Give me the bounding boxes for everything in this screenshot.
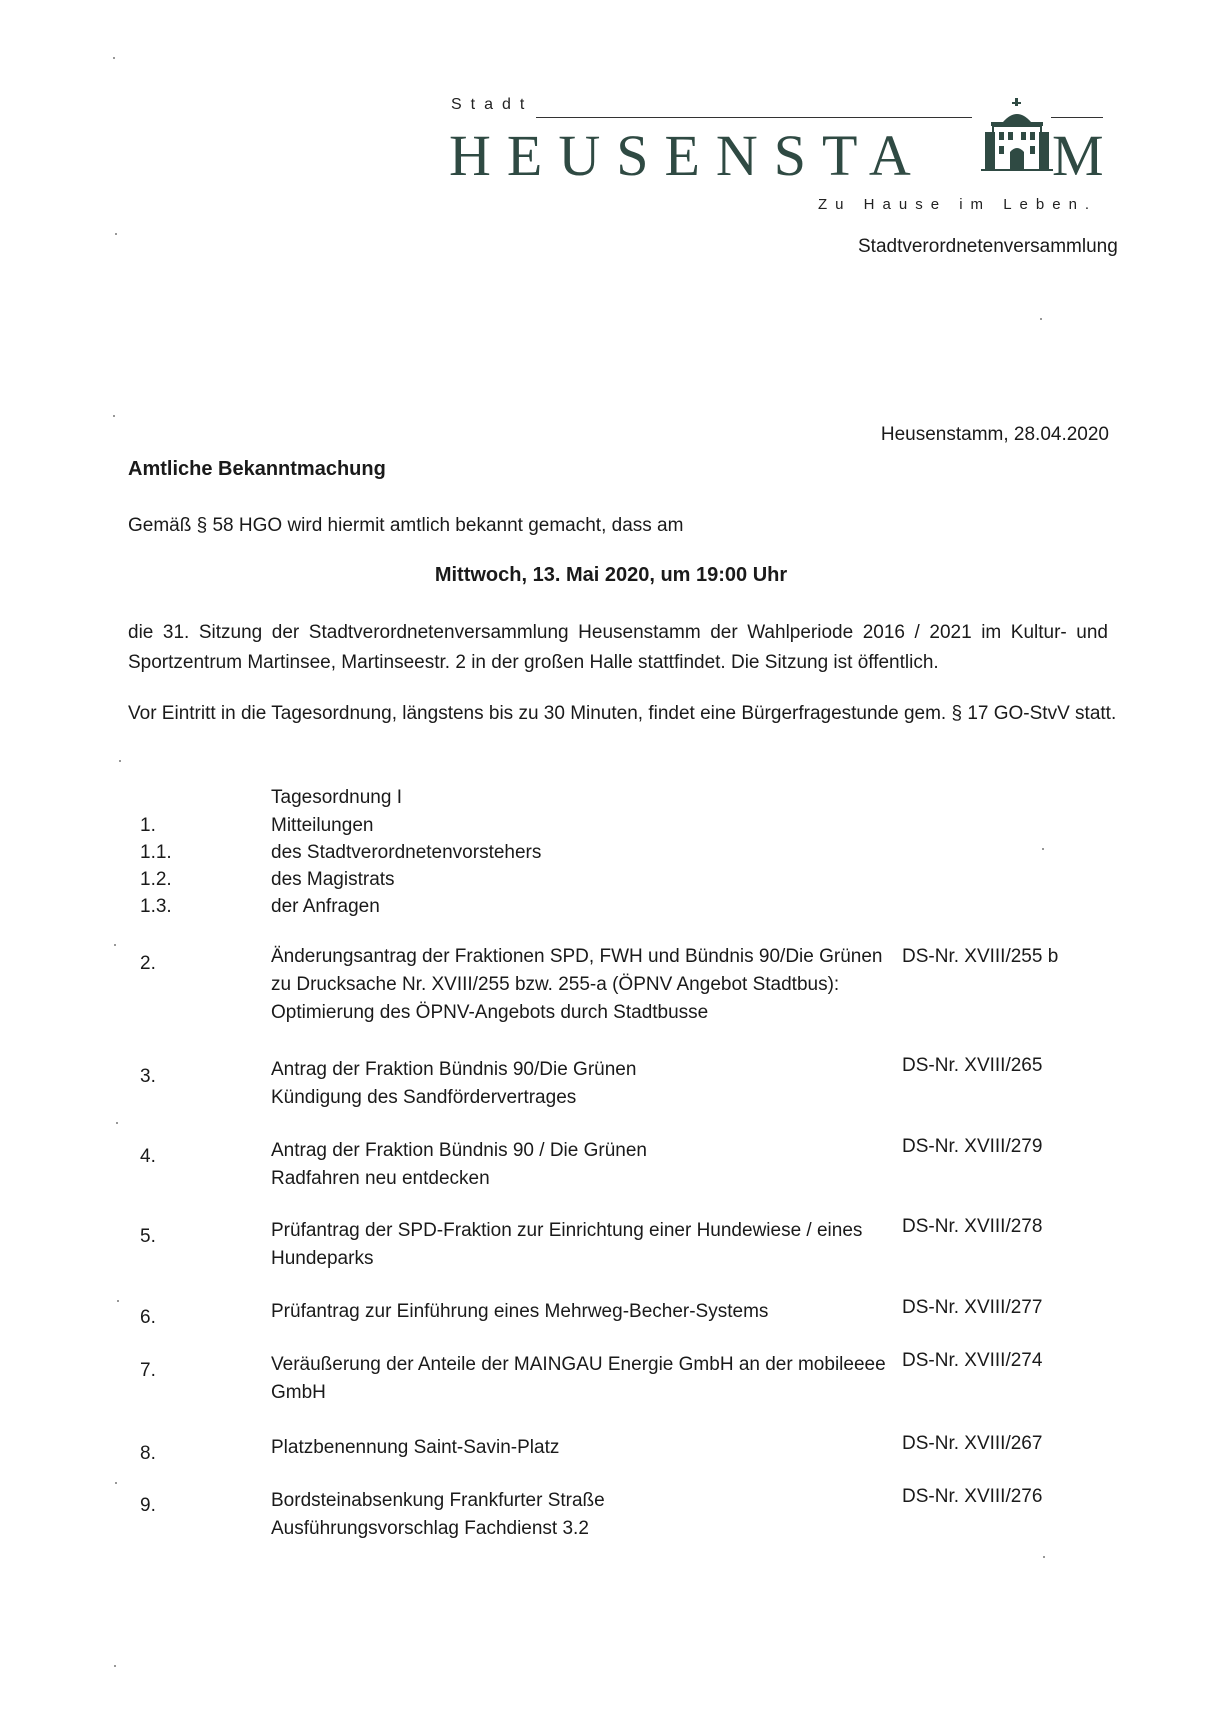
intro-text: Gemäß § 58 HGO wird hiermit amtlich bekannt gemacht, dass am bbox=[128, 515, 684, 536]
agenda-number: 1.1. bbox=[140, 842, 172, 863]
scan-speck bbox=[113, 415, 115, 417]
agenda-number: 6. bbox=[140, 1307, 156, 1328]
agenda-number: 1. bbox=[140, 815, 156, 836]
meeting-paragraph: die 31. Sitzung der Stadtverordnetenversammlung Heusenstamm der Wahlperiode 2016 / 2021 im Kultur- und Sportzentrum Martinsee, Martinseestr. 2 in der großen Halle stattfindet. Die Sitzung ist öffentlich. bbox=[128, 622, 1108, 673]
agenda-item-text: Prüfantrag zur Einführung eines Mehrweg-Becher-Systems bbox=[271, 1301, 769, 1322]
meeting-date: Mittwoch, 13. Mai 2020, um 19:00 Uhr bbox=[434, 564, 788, 586]
scan-speck bbox=[115, 1482, 117, 1484]
agenda-item-text: GmbH bbox=[271, 1382, 326, 1403]
agenda-ds-number: DS-Nr. XVIII/255 b bbox=[902, 946, 1059, 967]
agenda-item-text: Mitteilungen bbox=[271, 815, 374, 836]
agenda-item-text: Platzbenennung Saint-Savin-Platz bbox=[271, 1437, 560, 1458]
agenda-item-text: der Anfragen bbox=[271, 896, 380, 917]
scan-speck bbox=[117, 1300, 119, 1302]
agenda-title: Tagesordnung I bbox=[271, 787, 402, 808]
agenda-number: 4. bbox=[140, 1146, 156, 1167]
agenda-item-text: Prüfantrag der SPD-Fraktion zur Einrichtung einer Hundewiese / eines bbox=[271, 1220, 863, 1241]
agenda-ds-number: DS-Nr. XVIII/278 bbox=[902, 1216, 1043, 1237]
agenda-item-text: Ausführungsvorschlag Fachdienst 3.2 bbox=[271, 1518, 589, 1539]
agenda-item-text: Antrag der Fraktion Bündnis 90 / Die Grünen bbox=[271, 1140, 647, 1161]
scan-speck bbox=[114, 944, 116, 946]
agenda-item-text: zu Drucksache Nr. XVIII/255 bzw. 255-a (ÖPNV Angebot Stadtbus): bbox=[271, 974, 840, 995]
agenda-number: 3. bbox=[140, 1066, 156, 1087]
agenda-item-text: des Magistrats bbox=[271, 869, 395, 890]
letterhead-rule-right bbox=[1051, 117, 1103, 118]
scan-speck bbox=[114, 1665, 116, 1667]
agenda-ds-number: DS-Nr. XVIII/274 bbox=[902, 1350, 1043, 1371]
agenda-item-text: Antrag der Fraktion Bündnis 90/Die Grünen bbox=[271, 1059, 637, 1080]
agenda-number: 8. bbox=[140, 1443, 156, 1464]
agenda-ds-number: DS-Nr. XVIII/265 bbox=[902, 1055, 1043, 1076]
letterhead-rule bbox=[536, 117, 972, 118]
castle-logo-icon bbox=[981, 96, 1053, 174]
agenda-item-text: Kündigung des Sandfördervertrages bbox=[271, 1087, 577, 1108]
scan-speck bbox=[1040, 318, 1042, 320]
scan-speck bbox=[115, 233, 117, 235]
letterhead-stadt: Stadt bbox=[451, 96, 534, 113]
citizen-questions-paragraph: Vor Eintritt in die Tagesordnung, längstens bis zu 30 Minuten, findet eine Bürgerfragestunde gem. § 17 GO-StvV statt. bbox=[128, 703, 1117, 724]
agenda-number: 7. bbox=[140, 1360, 156, 1381]
agenda-item-text: Bordsteinabsenkung Frankfurter Straße bbox=[271, 1490, 605, 1511]
notice-heading: Amtliche Bekanntmachung bbox=[128, 458, 386, 480]
letterhead-organisation: Stadtverordnetenversammlung bbox=[858, 236, 1118, 257]
agenda-item-text: Änderungsantrag der Fraktionen SPD, FWH und Bündnis 90/Die Grünen bbox=[271, 946, 883, 967]
agenda-number: 5. bbox=[140, 1226, 156, 1247]
agenda-ds-number: DS-Nr. XVIII/267 bbox=[902, 1433, 1043, 1454]
letterhead-city-name-end: M bbox=[1052, 123, 1104, 188]
scan-speck bbox=[119, 760, 121, 762]
agenda-ds-number: DS-Nr. XVIII/276 bbox=[902, 1486, 1043, 1507]
agenda-item-text: Veräußerung der Anteile der MAINGAU Energie GmbH an der mobileeee bbox=[271, 1354, 886, 1375]
place-date: Heusenstamm, 28.04.2020 bbox=[880, 424, 1109, 445]
agenda-ds-number: DS-Nr. XVIII/277 bbox=[902, 1297, 1043, 1318]
agenda-item-text: Hundeparks bbox=[271, 1248, 374, 1269]
agenda-ds-number: DS-Nr. XVIII/279 bbox=[902, 1136, 1043, 1157]
agenda-item-text: des Stadtverordnetenvorstehers bbox=[271, 842, 542, 863]
scan-speck bbox=[116, 1122, 118, 1124]
agenda-number: 1.2. bbox=[140, 869, 172, 890]
agenda-number: 2. bbox=[140, 953, 156, 974]
letterhead-slogan: Zu Hause im Leben. bbox=[818, 196, 1098, 213]
agenda-item-text: Radfahren neu entdecken bbox=[271, 1168, 490, 1189]
scan-speck bbox=[113, 57, 115, 59]
agenda-item-text: Optimierung des ÖPNV-Angebots durch Stadtbusse bbox=[271, 1002, 709, 1023]
letterhead-city-name: HEUSENSTA bbox=[449, 123, 927, 188]
agenda-number: 1.3. bbox=[140, 896, 172, 917]
scan-speck bbox=[1043, 1556, 1045, 1558]
agenda-number: 9. bbox=[140, 1495, 156, 1516]
scan-speck bbox=[1042, 848, 1044, 850]
